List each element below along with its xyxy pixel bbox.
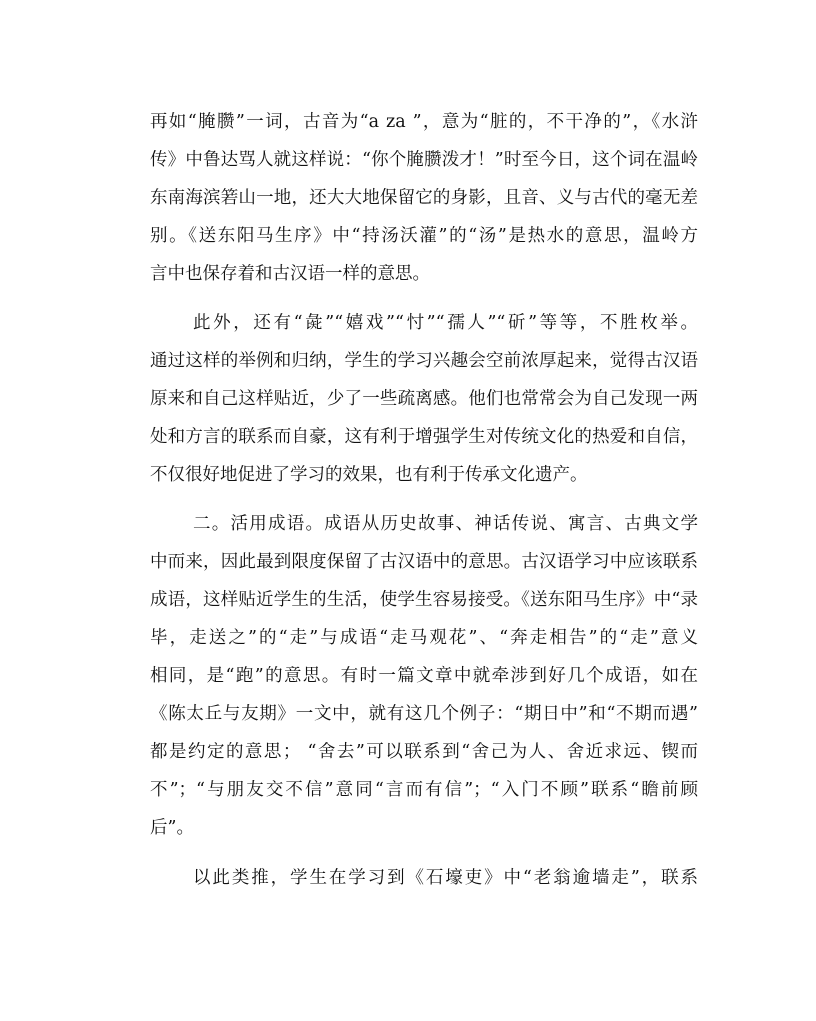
- text-line: 相同，是“跑”的意思。有时一篇文章中就牵涉到好几个成语，如在: [150, 666, 698, 686]
- text-line: 此外，还有“彘”“嬉戏”“忖”“孺人”“斫”等等，不胜枚举。: [193, 313, 698, 333]
- text-line: 处和方言的联系而自豪，这有利于增强学生对传统文化的热爱和自信，: [150, 427, 698, 447]
- text-line: 二。活用成语。成语从历史故事、神话传说、寓言、古典文学: [193, 514, 698, 534]
- text-line: 别。《送东阳马生序》中“持汤沃灌”的“汤”是热水的意思，温岭方: [150, 226, 698, 246]
- text-line: 以此类推，学生在学习到《石壕吏》中“老翁逾墙走”，联系: [193, 868, 698, 888]
- text-line: 都是约定的意思； “舍去”可以联系到“舍己为人、舍近求远、锲而: [150, 742, 698, 762]
- text-line: 中而来，因此最到限度保留了古汉语中的意思。古汉语学习中应该联系: [150, 552, 698, 572]
- text-line: 原来和自己这样贴近，少了一些疏离感。他们也常常会为自己发现一两: [150, 389, 698, 409]
- text-line: 再如“腌臜”一词，古音为“a za ”，意为“脏的，不干净的”，《水浒: [150, 112, 698, 132]
- text-line: 《陈太丘与友期》一文中，就有这几个例子：“期日中”和“不期而遇”: [150, 704, 698, 724]
- text-line: 后”。: [150, 818, 194, 838]
- text-line: 成语，这样贴近学生的生活，使学生容易接受。《送东阳马生序》中“录: [150, 590, 698, 610]
- text-line: 传》中鲁达骂人就这样说：“你个腌臜泼才！”时至今日，这个词在温岭: [150, 150, 698, 170]
- text-line: 毕，走送之”的“走”与成语“走马观花”、“奔走相告”的“走”意义: [150, 628, 698, 648]
- text-line: 通过这样的举例和归纳，学生的学习兴趣会空前浓厚起来，觉得古汉语: [150, 351, 698, 371]
- text-line: 东南海滨箬山一地，还大大地保留它的身影，且音、义与古代的毫无差: [150, 188, 698, 208]
- text-line: 不”；“与朋友交不信”意同“言而有信”；“入门不顾”联系“瞻前顾: [150, 780, 698, 800]
- text-line: 不仅很好地促进了学习的效果，也有利于传承文化遗产。: [150, 465, 588, 485]
- text-line: 言中也保存着和古汉语一样的意思。: [150, 264, 430, 284]
